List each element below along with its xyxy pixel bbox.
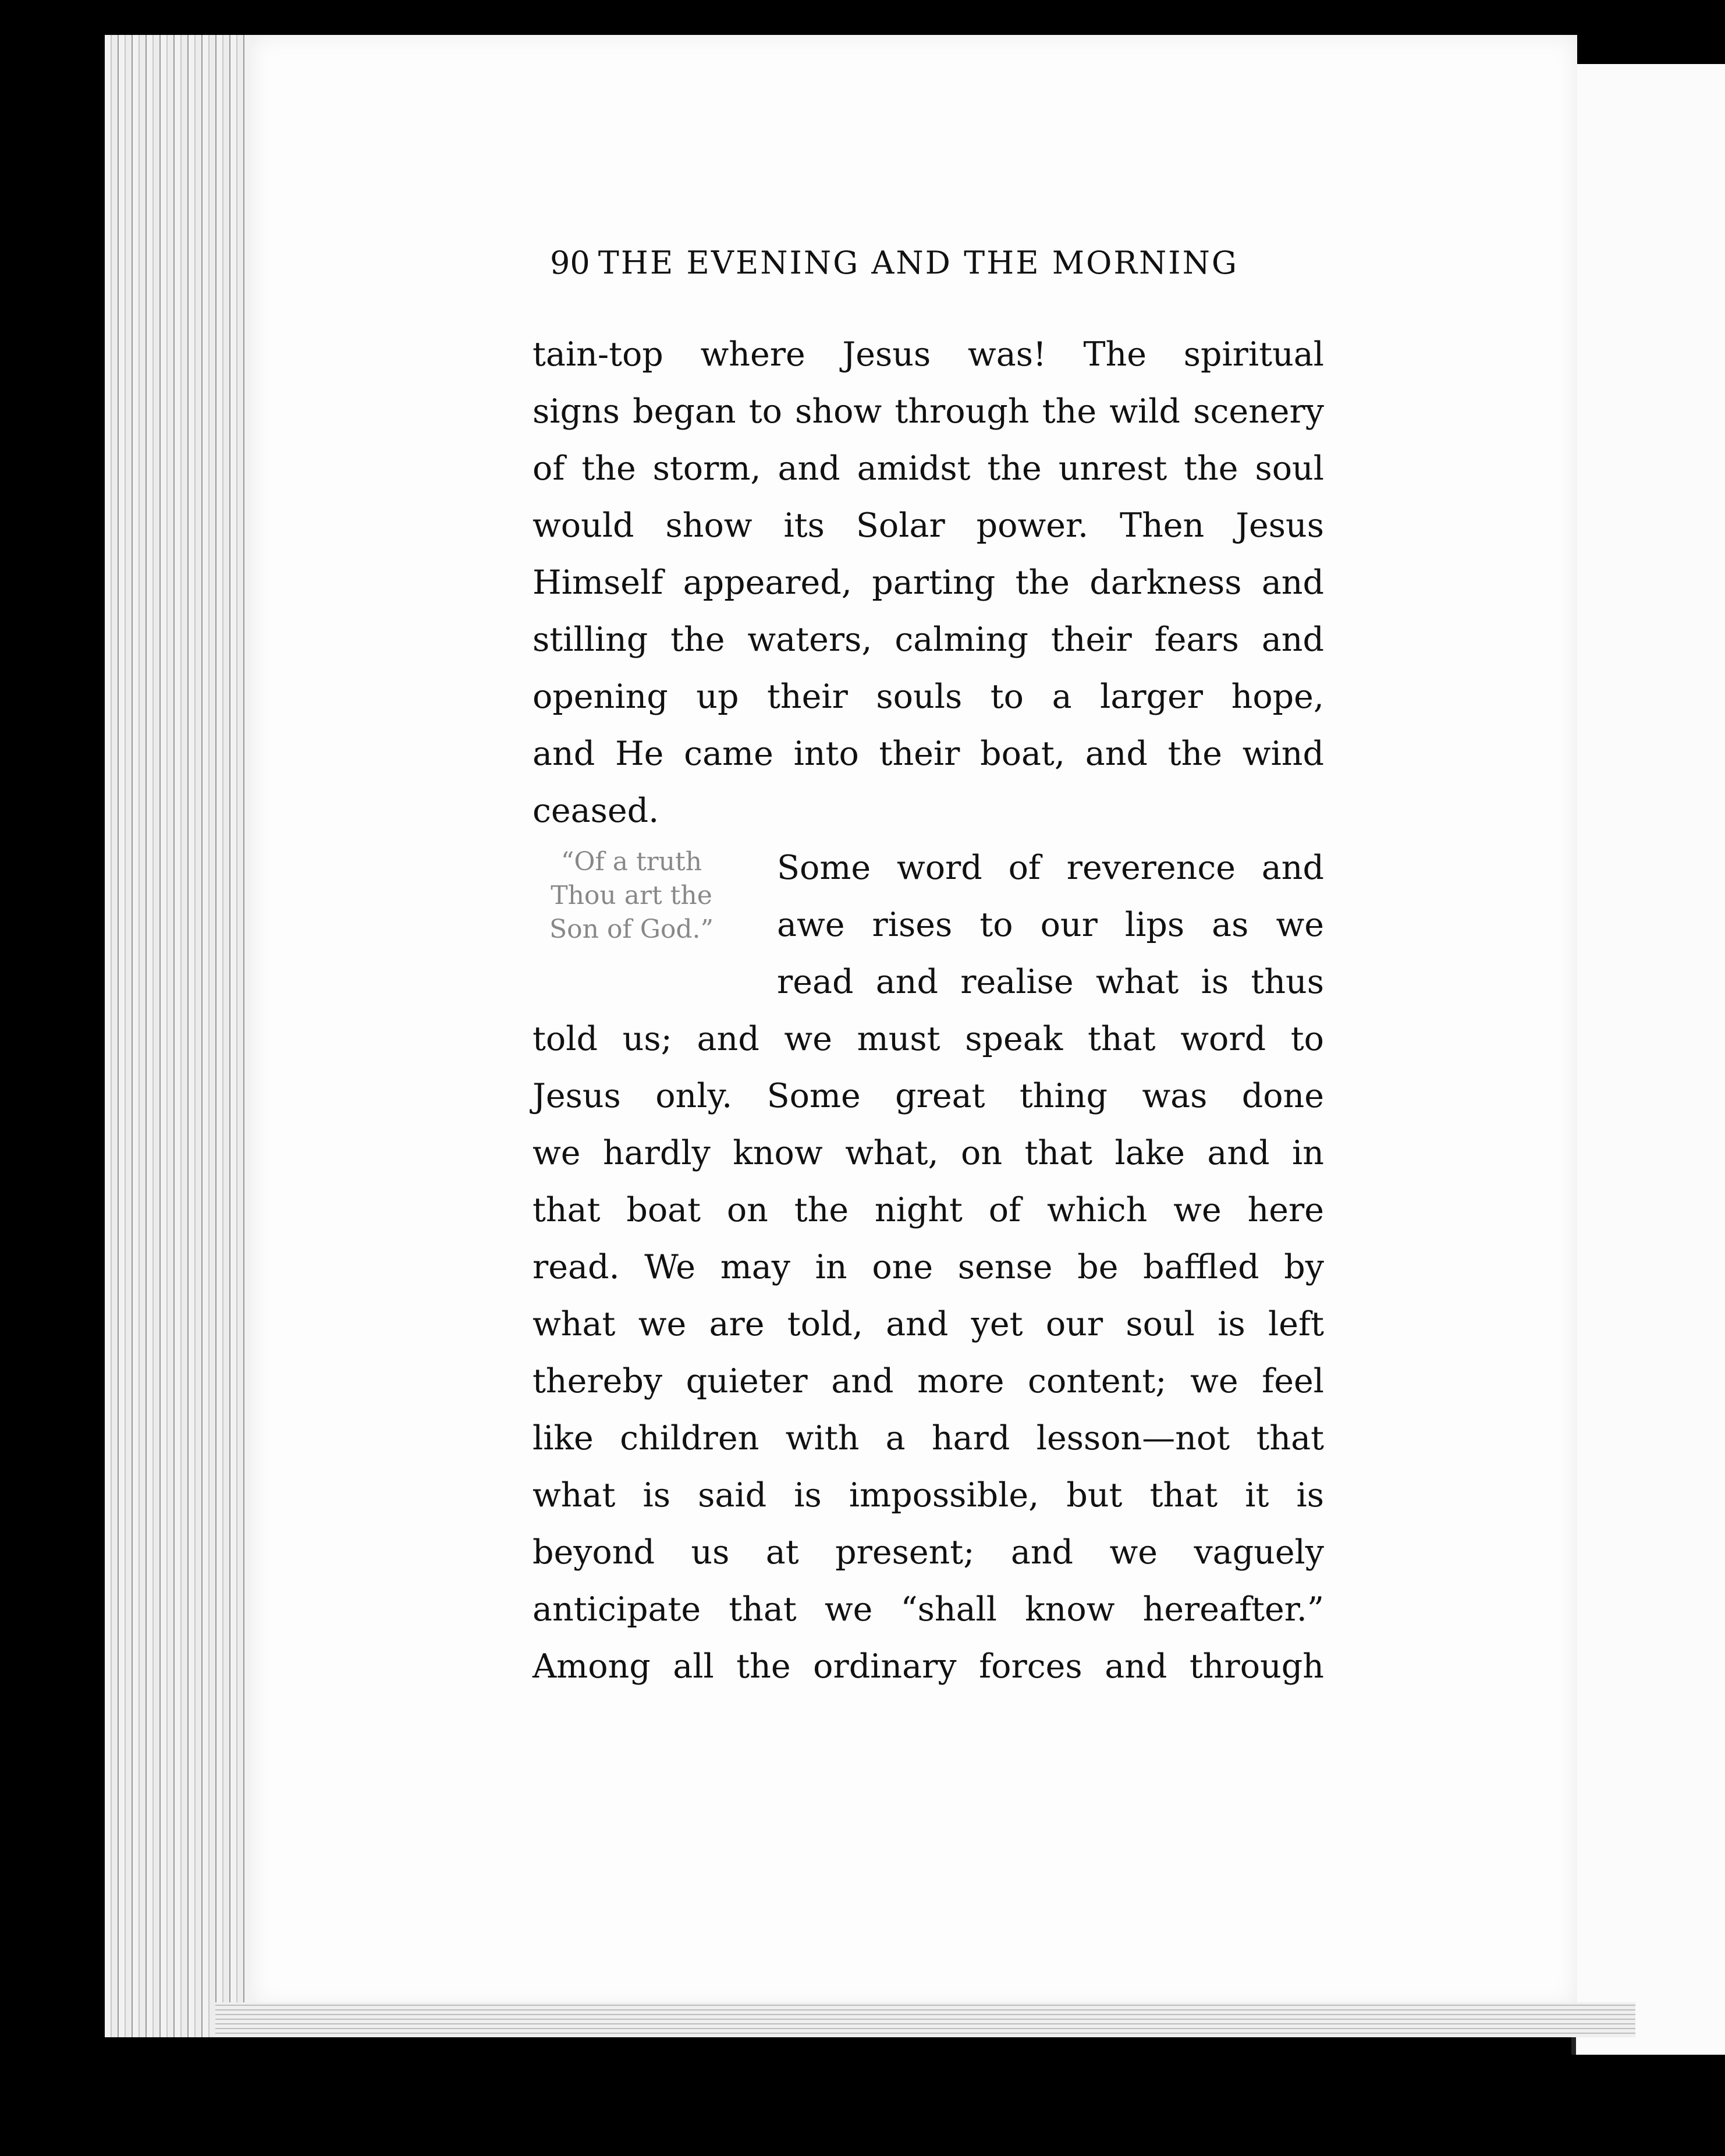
body-text: [533, 326, 1324, 1695]
marginal-note-line: Son of God.”: [549, 914, 714, 944]
running-title: THE EVENING AND THE MORNING: [598, 244, 1238, 281]
text-line: awe rises to our lips as we: [777, 906, 1324, 944]
text-line: tain-top where Jesus was! The spiritual: [533, 335, 1324, 374]
text-line: anticipate that we “shall know hereafter.”: [533, 1590, 1324, 1629]
page-number: 90: [550, 244, 590, 281]
paragraph-opening-with-sidenote: [533, 839, 1324, 1010]
text-line: ceased.: [533, 792, 659, 830]
text-line: opening up their souls to a larger hope,: [533, 678, 1324, 716]
facing-page-edge: [1571, 64, 1725, 2055]
indented-lines: [777, 839, 1324, 1010]
text-line: of the storm, and amidst the unrest the soul: [533, 449, 1324, 488]
text-line: we hardly know what, on that lake and in: [533, 1134, 1324, 1172]
text-line: signs began to show through the wild scenery: [533, 392, 1324, 431]
page-edges-bottom: [215, 2002, 1635, 2037]
text-line: read and realise what is thus: [777, 963, 1324, 1001]
text-line: read. We may in one sense be baffled by: [533, 1248, 1324, 1286]
text-line: what is said is impossible, but that it is: [533, 1476, 1324, 1515]
marginal-note: [533, 845, 730, 946]
text-line: stilling the waters, calming their fears and: [533, 620, 1324, 659]
text-line: Among all the ordinary forces and through: [533, 1647, 1324, 1686]
text-line: Some word of reverence and: [777, 849, 1324, 887]
text-line: like children with a hard lesson—not that: [533, 1419, 1324, 1458]
text-line: thereby quieter and more content; we feel: [533, 1362, 1324, 1400]
text-line: and He came into their boat, and the wind: [533, 735, 1324, 773]
text-line: that boat on the night of which we here: [533, 1191, 1324, 1229]
marginal-note-line: Thou art the: [551, 881, 712, 910]
running-header: [550, 244, 1327, 281]
text-line: what we are told, and yet our soul is left: [533, 1305, 1324, 1343]
text-line: would show its Solar power. Then Jesus: [533, 506, 1324, 545]
text-line: told us; and we must speak that word to: [533, 1020, 1324, 1058]
text-line: beyond us at present; and we vaguely: [533, 1533, 1324, 1572]
text-line: Jesus only. Some great thing was done: [533, 1077, 1324, 1115]
text-line: Himself appeared, parting the darkness and: [533, 563, 1324, 602]
marginal-note-line: “Of a truth: [560, 847, 702, 877]
